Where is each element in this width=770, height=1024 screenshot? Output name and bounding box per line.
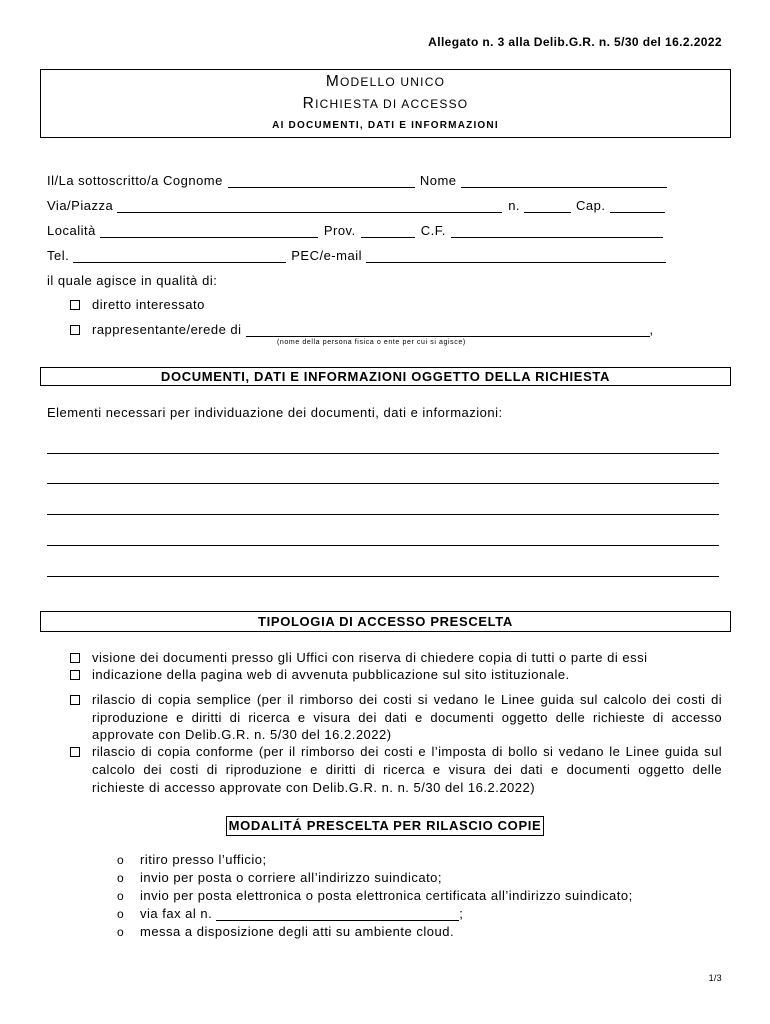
city-label: Località: [47, 223, 96, 238]
form-title: MODELLO UNICO: [325, 73, 446, 90]
representative-suffix: ,: [649, 322, 654, 337]
name-field[interactable]: [461, 173, 667, 188]
applicant-row-name: [47, 173, 667, 189]
bullet-icon: o: [117, 889, 124, 903]
applicant-row-city: [47, 223, 663, 239]
province-label: Prov.: [323, 223, 356, 238]
access-option-text: rilascio di copia conforme (per il rimborso dei costi e l’imposta di bollo si vedano le Linee guida sul: [92, 744, 722, 759]
name-label: Nome: [419, 173, 457, 188]
province-field[interactable]: [361, 223, 415, 238]
fiscal-code-field[interactable]: [451, 223, 663, 238]
access-option-text: richieste di accesso approvate con Delib.G.R. n. n. 5/30 del 16.2.2022): [92, 780, 536, 795]
applicant-row-contacts: [47, 248, 666, 264]
access-option-text: approvate con Delib.G.R. n. 5/30 del 16.2.2022): [92, 727, 392, 742]
fax-suffix: ;: [459, 906, 464, 921]
access-option-text: riproduzione e diritti di ricerca e visura dei dati e documenti oggetto delle richieste di accesso: [92, 710, 722, 725]
bullet-icon: o: [117, 925, 124, 939]
checkbox-direct-interest[interactable]: [70, 300, 80, 310]
documents-prompt: Elementi necessari per individuazione dei documenti, dati e informazioni:: [47, 405, 503, 420]
fiscal-code-label: C.F.: [420, 223, 446, 238]
documents-description-line[interactable]: [47, 576, 719, 577]
form-subtitle-detail: AI DOCUMENTI, DATI E INFORMAZIONI: [272, 120, 499, 131]
checkbox-view-documents[interactable]: [70, 653, 80, 663]
cap-label: Cap.: [576, 198, 606, 213]
representative-row: [92, 322, 654, 338]
section-heading-access-type: TIPOLOGIA DI ACCESSO PRESCELTA: [40, 611, 731, 632]
section-heading-copy-mode: MODALITÁ PRESCELTA PER RILASCIO COPIE: [226, 816, 544, 836]
checkbox-representative[interactable]: [70, 325, 80, 335]
documents-description-line[interactable]: [47, 545, 719, 546]
access-option-text: visione dei documenti presso gli Uffici con riserva di chiedere copia di tutti o parte di essi: [92, 650, 648, 665]
street-number-field[interactable]: [524, 198, 571, 213]
section-heading-documents: DOCUMENTI, DATI E INFORMAZIONI OGGETTO DELLA RICHIESTA: [40, 367, 731, 386]
copy-mode-label: ritiro presso l’ufficio;: [140, 852, 267, 867]
fax-number-field[interactable]: [216, 906, 459, 921]
page-number: 1/3: [708, 973, 722, 983]
city-field[interactable]: [100, 223, 318, 238]
applicant-row-address: [47, 198, 665, 214]
attachment-note: Allegato n. 3 alla Delib.G.R. n. 5/30 del 16.2.2022: [428, 35, 722, 49]
checkbox-web-page[interactable]: [70, 670, 80, 680]
street-label: Via/Piazza: [47, 198, 114, 213]
phone-label: Tel.: [47, 248, 70, 263]
documents-description-line[interactable]: [47, 514, 719, 515]
copy-mode-label: via fax al n.: [140, 906, 213, 921]
surname-label: Il/La sottoscritto/a Cognome: [47, 173, 223, 188]
documents-description-line[interactable]: [47, 453, 719, 454]
copy-mode-label: messa a disposizione degli atti su ambiente cloud.: [140, 924, 455, 939]
access-option-text: indicazione della pagina web di avvenuta pubblicazione sul sito istituzionale.: [92, 667, 570, 682]
capacity-label: il quale agisce in qualità di:: [47, 273, 218, 288]
bullet-icon: o: [117, 871, 124, 885]
documents-description-line[interactable]: [47, 483, 719, 484]
form-subtitle: RICHIESTA DI ACCESSO: [302, 95, 469, 112]
bullet-icon: o: [117, 853, 124, 867]
represented-person-hint: (nome della persona fisica o ente per cui si agisce): [277, 339, 466, 346]
bullet-icon: o: [117, 907, 124, 921]
copy-mode-label: invio per posta o corriere all’indirizzo suindicato;: [140, 870, 443, 885]
pec-email-field[interactable]: [366, 248, 666, 263]
represented-person-field[interactable]: [246, 322, 650, 337]
title-box: [40, 69, 731, 138]
capacity-option-label: rappresentante/erede di: [92, 322, 242, 337]
phone-field[interactable]: [73, 248, 286, 263]
checkbox-simple-copy[interactable]: [70, 695, 80, 705]
access-option-text: calcolo dei costi di riproduzione e diritti di ricerca e visura dei dati e documenti oggetto delle: [92, 762, 722, 777]
street-number-label: n.: [508, 198, 521, 213]
fax-row: [140, 906, 463, 922]
checkbox-certified-copy[interactable]: [70, 747, 80, 757]
pec-email-label: PEC/e-mail: [291, 248, 362, 263]
access-option-text: rilascio di copia semplice (per il rimborso dei costi si vedano le Linee guida sul calcolo dei costi di: [92, 692, 722, 707]
cap-field[interactable]: [610, 198, 665, 213]
capacity-option-label: diretto interessato: [92, 297, 205, 312]
copy-mode-label: invio per posta elettronica o posta elettronica certificata all’indirizzo suindicato;: [140, 888, 633, 903]
surname-field[interactable]: [228, 173, 415, 188]
street-field[interactable]: [117, 198, 502, 213]
